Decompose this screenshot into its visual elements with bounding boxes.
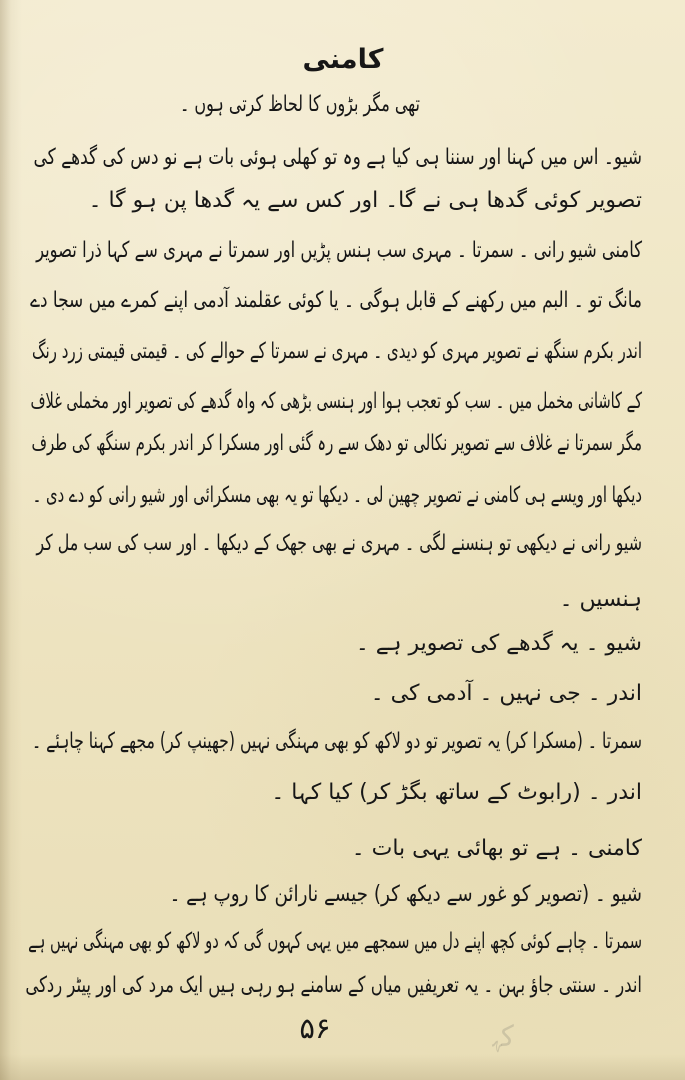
text-line-6: اندر بکرم سنگھ نے تصویر مہری کو دیدی ۔ مہری نے سمرتا کے حوالے کی ۔ قیمتی قیمتی زرد رنگ [32,339,642,364]
text-line-17: شیو ۔ (تصویر کو غور سے دیکھ کر) جیسے نارائن کا روپ ہے ۔ [169,882,642,907]
page-number: ۵۶ [299,1011,331,1045]
text-line-1: تھی مگر بڑوں کا لحاظ کرتی ہوں ۔ [179,92,420,117]
faint-bleed-through-mark: ﮐﮩ [490,1019,516,1054]
text-line-8: مگر سمرتا نے غلاف سے تصویر نکالی تو دھک سے رہ گئی اور مسکرا کر اندر بکرم سنگھ کی طرف [31,431,642,456]
text-line-9: دیکھا اور ویسے ہی کامنی نے تصویر چھین لی ۔ دیکھا تو یہ بھی مسکرائی اور شیو رانی کو دے دی ۔ [32,483,643,508]
text-line-11: ہنسیں ۔ [559,587,642,612]
text-line-10: شیو رانی نے دیکھی تو ہنسنے لگی ۔ مہری نے بھی جھک کے دیکھا ۔ اور سب کی سب مل کر [36,531,643,556]
text-line-16: کامنی ۔ ہے تو بھائی یہی بات ۔ [351,836,642,861]
text-line-5: مانگ تو ۔ البم میں رکھنے کے قابل ہوگی ۔ یا کوئی عقلمند آدمی اپنے کمرے میں سجا دے [30,288,642,313]
text-line-18: سمرتا ۔ چاہے کوئی کچھ اپنے دل میں سمجھے میں یہی کہوں گی کہ دو لاکھ کو بھی مہنگی نہیں ہے [28,929,642,954]
text-line-15: اندر ۔ (رابوٹ کے ساتھ بگڑ کر) کیا کہا ۔ [271,780,642,805]
text-line-14: سمرتا ۔ (مسکرا کر) یہ تصویر تو دو لاکھ کو بھی مہنگی نہیں (جھینپ کر) مجھے کہنا چاہئے ۔ [32,729,642,754]
page-title: کامنی [302,44,384,75]
text-line-12: شیو ۔ یہ گدھے کی تصویر ہے ۔ [355,631,642,656]
binding-shadow [0,0,22,1080]
text-line-4: کامنی شیو رانی ۔ سمرتا ۔ مہری سب ہنس پڑیں اور سمرتا نے مہری سے کہا ذرا تصویر [36,238,642,263]
text-line-13: اندر ۔ جی نہیں ۔ آدمی کی ۔ [370,681,642,706]
text-line-2: شیو۔ اس میں کہنا اور سننا ہی کیا ہے وہ تو کھلی ہوئی بات ہے نو دس کی گدھے کی [33,145,643,170]
text-line-3: تصویر کوئی گدھا ہی نے گا۔ اور کس سے یہ گدھا پن ہو گا ۔ [88,188,642,213]
page-bottom-shadow [0,1054,685,1080]
text-line-19: اندر ۔ سنتی جاؤ بہن ۔ یہ تعریفیں میاں کے سامنے ہو رہی ہیں ایک مرد کی اور پیٹر ردکی [25,973,642,998]
text-line-7: کے کاشانی مخمل میں ۔ سب کو تعجب ہوا اور ہنسی بڑھی کہ واہ گدھے کی تصویر اور مخملی غلاف [30,389,643,414]
